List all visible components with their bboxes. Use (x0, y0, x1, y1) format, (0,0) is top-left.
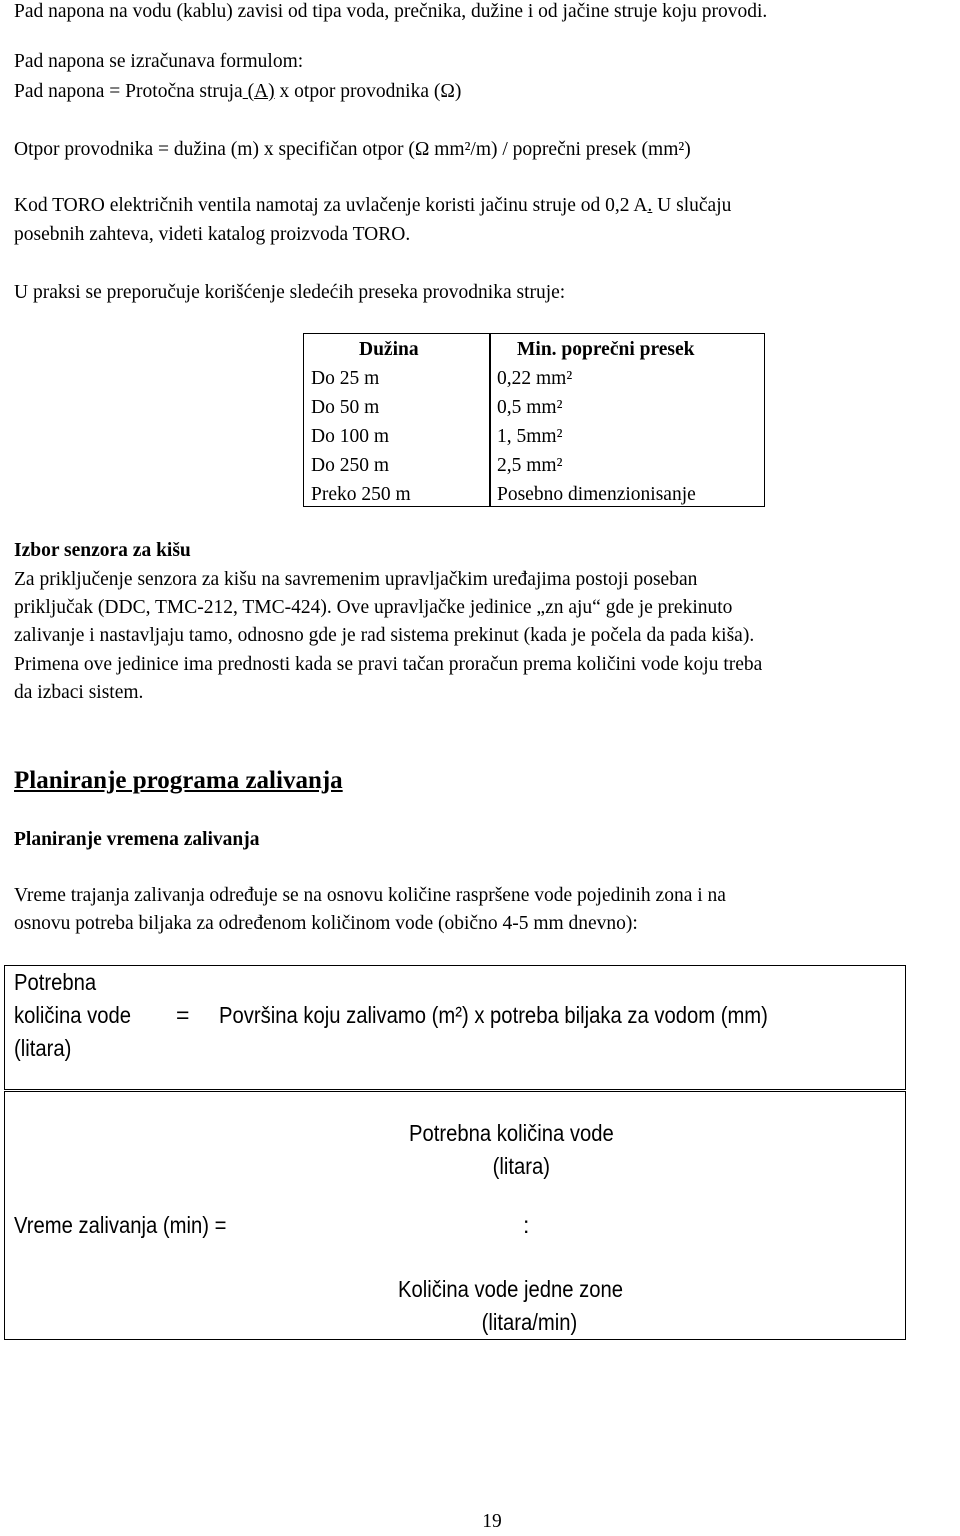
table-row (304, 451, 764, 480)
wire-cross-section-table (303, 333, 765, 507)
denominator-line: (litara/min) (481, 1309, 578, 1335)
cell-section: 0,5 mm² (497, 397, 563, 418)
table-row (304, 480, 764, 509)
formula-right-term: Površina koju zalivamo (m²) x potreba biljaka za vodom (mm) (219, 1002, 768, 1028)
formula-denominator (398, 1273, 680, 1339)
formula-left-term: Vreme zalivanja (min) = (14, 1212, 227, 1238)
intro-line-2: Pad napona se izračunava formulom: (14, 51, 304, 72)
table-header-row (304, 335, 764, 364)
cell-length: Preko 250 m (311, 484, 411, 505)
equals-sign: = (176, 1002, 190, 1028)
numerator-line: (litara) (492, 1153, 550, 1179)
section-subtitle: Planiranje vremena zalivanja (14, 829, 260, 850)
rain-sensor-line: da izbaci sistem. (14, 682, 144, 703)
planning-line: Vreme trajanja zalivanja određuje se na osnovu količine raspršene vode pojedinih zona i na (14, 885, 726, 906)
formula-part: Pad napona = Protočna struja (14, 81, 243, 102)
resistance-formula: Otpor provodnika = dužina (m) x specifičan otpor (Ω mm²/m) / poprečni presek (mm²) (14, 139, 691, 160)
table-row (304, 393, 764, 422)
planning-line: osnovu potreba biljaka za određenom količinom vode (obično 4-5 mm dnevno): (14, 913, 638, 934)
cell-section: 1, 5mm² (497, 426, 563, 447)
denominator-line: Količina vode jedne zone (398, 1276, 624, 1302)
rain-sensor-line: Za priključenje senzora za kišu na savremenim upravljačkim uređajima postoji poseban (14, 569, 698, 590)
formula-left-line: (litara) (14, 1035, 72, 1061)
toro-note-dot: . (647, 195, 653, 216)
numerator-line: Potrebna količina vode (409, 1120, 614, 1146)
water-quantity-formula-box (4, 965, 906, 1090)
toro-note-tail: U slučaju (652, 195, 732, 216)
header-length: Dužina (359, 339, 419, 360)
formula-left-line: količina vode (14, 1002, 132, 1028)
formula-part: x otpor provodnika (Ω) (274, 81, 462, 102)
toro-note (14, 192, 731, 220)
section-title: Planiranje programa zalivanja (14, 767, 343, 794)
formula-part-underlined: (A) (242, 81, 275, 102)
cell-section: 2,5 mm² (497, 455, 563, 476)
toro-note-main: Kod TORO električnih ventila namotaj za uvlačenje koristi jačinu struje od 0,2 A (14, 195, 648, 216)
table-row (304, 364, 764, 393)
cell-section: Posebno dimenzionisanje (497, 484, 696, 505)
recommendation-line: U praksi se preporučuje korišćenje sledećih preseka provodnika struje: (14, 282, 566, 303)
rain-sensor-heading: Izbor senzora za kišu (14, 540, 191, 561)
page-number: 19 (482, 1511, 502, 1532)
divide-sign: : (523, 1212, 530, 1238)
intro-line-1: Pad napona na vodu (kablu) zavisi od tipa voda, prečnika, dužine i od jačine struje koju provodi. (14, 1, 768, 22)
header-min-section: Min. poprečni presek (517, 339, 695, 360)
voltage-drop-formula (14, 78, 461, 106)
toro-note-line-2: posebnih zahteva, videti katalog proizvoda TORO. (14, 224, 411, 245)
table-row (304, 422, 764, 451)
rain-sensor-line: priključak (DDC, TMC-212, TMC-424). Ove upravljačke jedinice „zn aju“ gde je prekinuto (14, 597, 733, 618)
formula-numerator (409, 1117, 673, 1183)
cell-section: 0,22 mm² (497, 368, 573, 389)
formula-left-line: Potrebna (14, 969, 97, 995)
cell-length: Do 25 m (311, 368, 380, 389)
cell-length: Do 50 m (311, 397, 380, 418)
watering-time-formula-box (4, 1091, 906, 1340)
rain-sensor-line: zalivanje i nastavljaju tamo, odnosno gde je rad sistema prekinut (kada je počela da pada kiša). (14, 625, 755, 646)
cell-length: Do 250 m (311, 455, 389, 476)
rain-sensor-line: Primena ove jedinice ima prednosti kada se pravi tačan proračun prema količini vode koju treba (14, 654, 763, 675)
formula-left-term (14, 966, 131, 1065)
cell-length: Do 100 m (311, 426, 389, 447)
